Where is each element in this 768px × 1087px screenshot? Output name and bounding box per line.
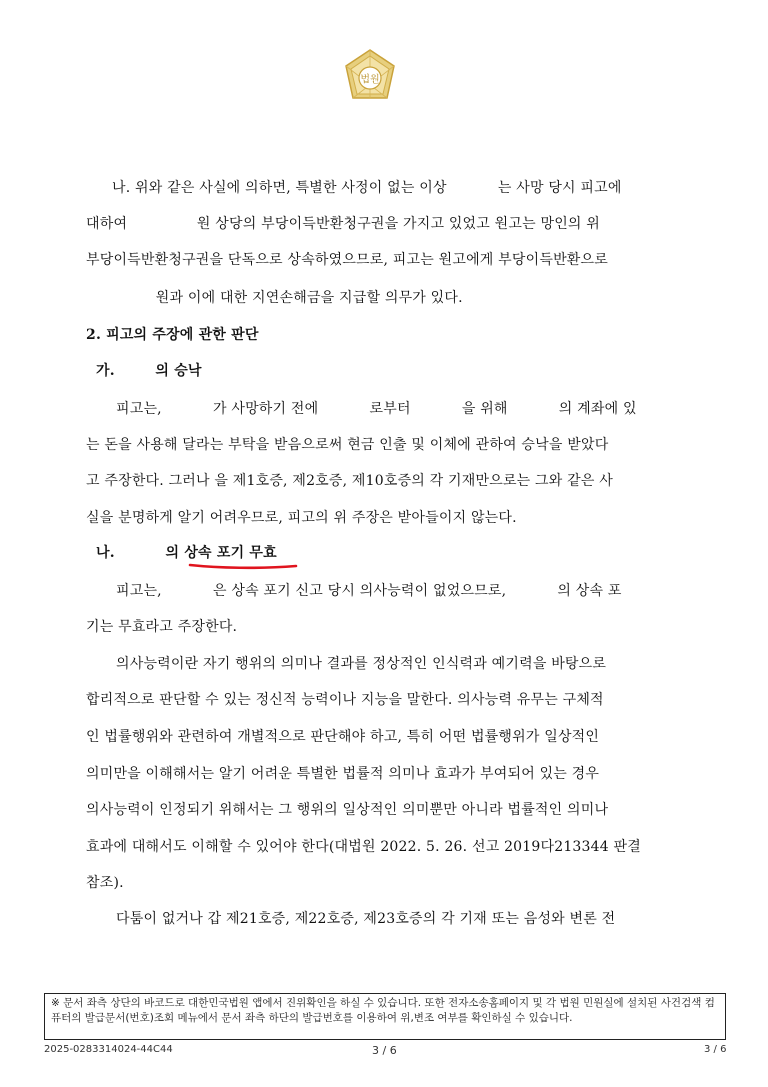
section-heading: 2. 피고의 주장에 관한 판단 <box>86 327 259 343</box>
body-line: 의사능력이 인정되기 위해서는 그 행위의 일상적인 의미뿐만 아니라 법률적인 의미나 <box>86 802 609 818</box>
body-line: 피고는, 가 사망하기 전에 로부터 을 위해 의 계좌에 있 <box>116 401 637 417</box>
body-line: 실을 분명하게 알기 어려우므로, 피고의 위 주장은 받아들이지 않는다. <box>86 510 517 526</box>
body-line: 나. 위와 같은 사실에 의하면, 특별한 사정이 없는 이상 는 사망 당시 피고에 <box>112 180 622 196</box>
body-line: 인 법률행위와 관련하여 개별적으로 판단해야 하고, 특히 어떤 법률행위가 일상적인 <box>86 729 600 745</box>
verification-notice: ※ 문서 좌측 상단의 바코드로 대한민국법원 앱에서 진위확인을 하실 수 있습니다. 또한 전자소송홈페이지 및 각 법원 민원실에 설치된 사건검색 컴퓨터의 발급문서(번호)조회 메뉴에서 문서 좌측 하단의 발급번호를 이용하여 위,변조 여부를 확인하실 수 있습니다. <box>44 993 726 1040</box>
subsection-heading: 가. 의 승낙 <box>96 363 202 379</box>
body-line: 부당이득반환청구권을 단독으로 상속하였으므로, 피고는 원고에게 부당이득반환으로 <box>86 252 608 268</box>
issue-number: 2025-0283314024-44C44 <box>44 1044 173 1055</box>
body-line: 원과 이에 대한 지연손해금을 지급할 의무가 있다. <box>86 290 463 306</box>
body-line: 기는 무효라고 주장한다. <box>86 619 238 635</box>
body-line: 합리적으로 판단할 수 있는 정신적 능력이나 지능을 말한다. 의사능력 유무는 구체적 <box>86 692 604 708</box>
body-line: 대하여 원 상당의 부당이득반환청구권을 가지고 있었고 원고는 망인의 위 <box>86 216 601 232</box>
body-line: 의미만을 이해해서는 알기 어려운 특별한 법률적 의미나 효과가 부여되어 있는 경우 <box>86 766 600 782</box>
page-number-right: 3 / 6 <box>704 1044 727 1055</box>
red-underline-annotation <box>188 562 298 570</box>
body-line: 다툼이 없거나 갑 제21호증, 제22호증, 제23호증의 각 기재 또는 음성와 변론 전 <box>116 911 616 927</box>
body-line: 효과에 대해서도 이해할 수 있어야 한다(대법원 2022. 5. 26. 선고 2019다213344 판결 <box>86 839 641 855</box>
body-line: 고 주장한다. 그러나 을 제1호증, 제2호증, 제10호증의 각 기재만으로는 그와 같은 사 <box>86 473 613 489</box>
body-line: 는 돈을 사용해 달라는 부탁을 받음으로써 현금 인출 및 이체에 관하여 승낙을 받았다 <box>86 437 609 453</box>
body-line: 참조). <box>86 875 124 891</box>
page-number-center: 3 / 6 <box>372 1044 397 1057</box>
emblem-label: 법원 <box>360 74 380 86</box>
court-emblem-logo <box>342 48 398 106</box>
body-line: 의사능력이란 자기 행위의 의미나 결과를 정상적인 인식력과 예기력을 바탕으로 <box>116 656 607 672</box>
subsection-heading: 나. 의 상속 포기 무효 <box>96 545 277 561</box>
body-line: 피고는, 은 상속 포기 신고 당시 의사능력이 없었으므로, 의 상속 포 <box>116 583 622 599</box>
